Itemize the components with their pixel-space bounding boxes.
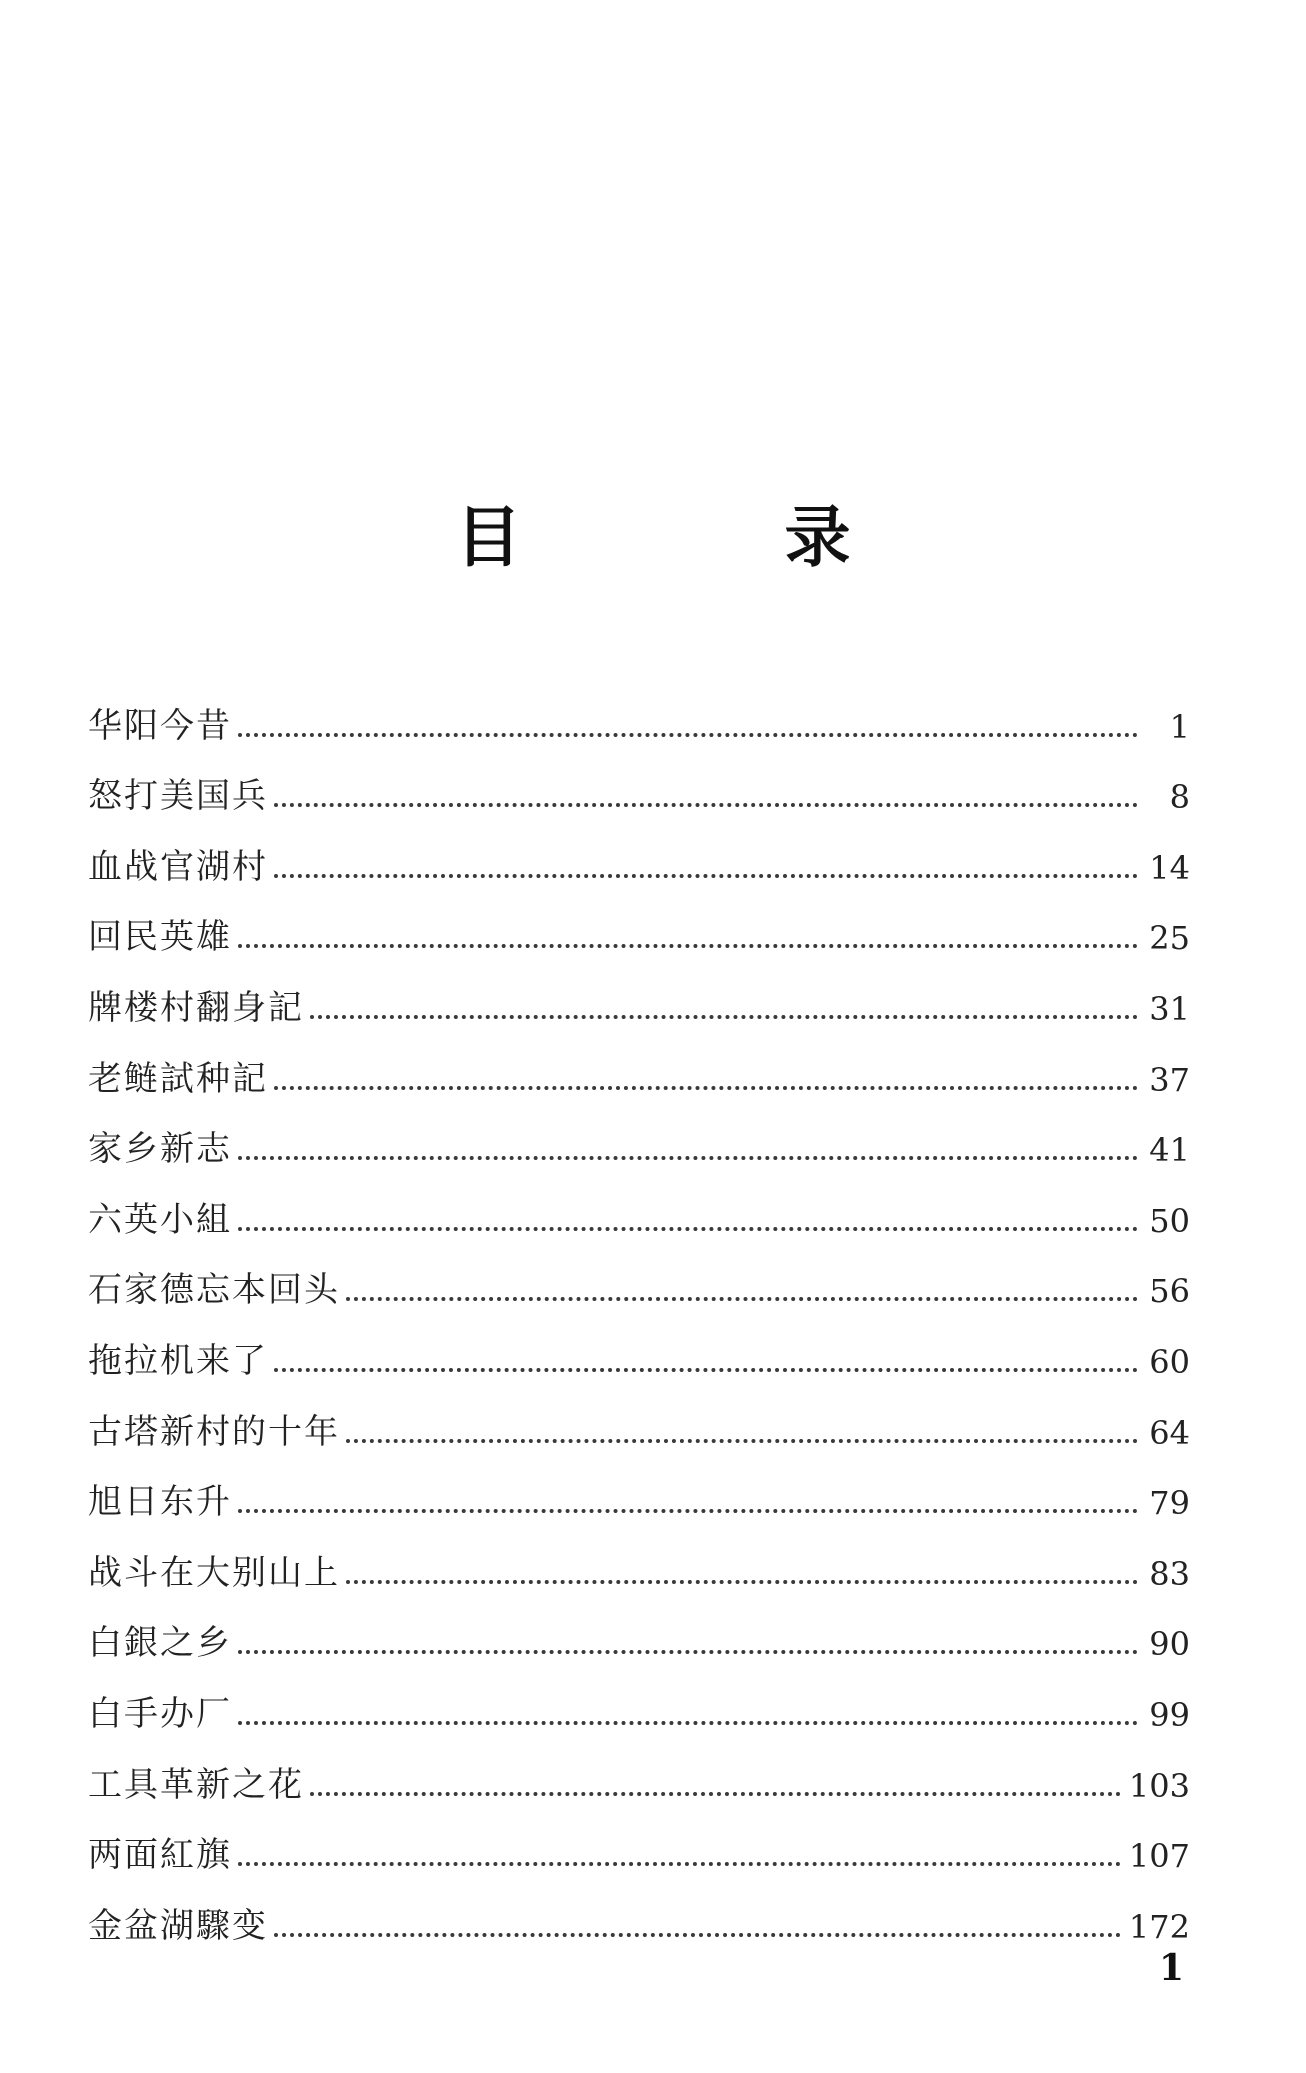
page-title: 目 录 [455,499,971,576]
toc-entry-title: 怒打美国兵 [88,776,268,817]
toc-entry-page: 99 [1149,1695,1190,1734]
toc-entry [88,1660,1190,1734]
toc-dot-leader [274,874,1138,878]
toc-entry-page: 172 [1128,1907,1190,1946]
toc-entry-page: 50 [1149,1201,1190,1240]
toc-entry [88,1731,1190,1805]
toc-entry-page: 25 [1149,919,1190,958]
toc-dot-leader [238,1862,1121,1866]
toc-dot-leader [274,1368,1138,1372]
toc-entry [88,672,1190,746]
toc-entry-title: 拖拉机来了 [88,1340,268,1381]
toc-entry-page: 8 [1169,778,1190,817]
toc-entry-title: 华阳今昔 [88,705,232,746]
toc-entry-title: 工具革新之花 [88,1764,304,1805]
toc-entry-page: 103 [1128,1766,1190,1805]
toc-entry-page: 56 [1149,1272,1190,1311]
toc-dot-leader [310,1792,1121,1796]
toc-entry [88,954,1190,1028]
page-number: 1 [1158,1947,1184,1989]
toc-entry-title: 白手办厂 [88,1693,232,1734]
toc-entry-title: 两面紅旗 [88,1835,232,1876]
toc-entry-title: 六英小組 [88,1199,232,1240]
toc-entry-page: 37 [1149,1060,1190,1099]
toc-dot-leader [238,944,1138,948]
toc-dot-leader [238,1509,1138,1513]
toc-dot-leader [274,803,1138,807]
toc-entry [88,1872,1190,1946]
toc-entry [88,1590,1190,1664]
toc-dot-leader [238,1227,1138,1231]
toc-entry-title: 古塔新村的十年 [88,1411,340,1452]
toc-dot-leader [346,1580,1138,1584]
toc-entry [88,1802,1190,1876]
toc-entry [88,1096,1190,1170]
toc-dot-leader [238,1156,1138,1160]
toc-entry-page: 64 [1149,1413,1190,1452]
toc-entry-title: 白銀之乡 [88,1623,232,1664]
toc-entry [88,884,1190,958]
toc-entry-title: 老鲢試种記 [88,1058,268,1099]
toc-entry-title: 金盆湖驟变 [88,1905,268,1946]
toc-entry-page: 90 [1149,1625,1190,1664]
toc-entry [88,1519,1190,1593]
toc-entry [88,813,1190,887]
toc-entry-title: 旭日东升 [88,1482,232,1523]
toc-entry [88,1449,1190,1523]
toc-entry-page: 14 [1149,848,1190,887]
toc-entry [88,743,1190,817]
toc-dot-leader [274,1933,1121,1937]
toc-entry-page: 1 [1169,707,1190,746]
toc-entry-page: 79 [1149,1484,1190,1523]
toc-entry [88,1166,1190,1240]
toc-entry-title: 回民英雄 [88,917,232,958]
toc-dot-leader [238,1721,1138,1725]
toc-entry-title: 家乡新志 [88,1129,232,1170]
toc-entry-page: 41 [1149,1131,1190,1170]
toc-entry-title: 石家德忘本回头 [88,1270,340,1311]
toc-dot-leader [310,1015,1138,1019]
toc-entry-page: 107 [1128,1837,1190,1876]
table-of-contents [88,672,1190,1946]
toc-entry-title: 牌楼村翻身記 [88,987,304,1028]
toc-dot-leader [346,1439,1138,1443]
toc-entry [88,1025,1190,1099]
toc-dot-leader [346,1297,1138,1301]
toc-entry-page: 83 [1149,1554,1190,1593]
toc-entry-page: 31 [1149,989,1190,1028]
toc-entry-page: 60 [1149,1342,1190,1381]
toc-entry [88,1307,1190,1381]
toc-entry-title: 血战官湖村 [88,846,268,887]
toc-dot-leader [238,733,1138,737]
toc-entry [88,1237,1190,1311]
toc-dot-leader [238,1650,1138,1654]
toc-entry-title: 战斗在大别山上 [88,1552,340,1593]
toc-entry [88,1378,1190,1452]
toc-dot-leader [274,1086,1138,1090]
